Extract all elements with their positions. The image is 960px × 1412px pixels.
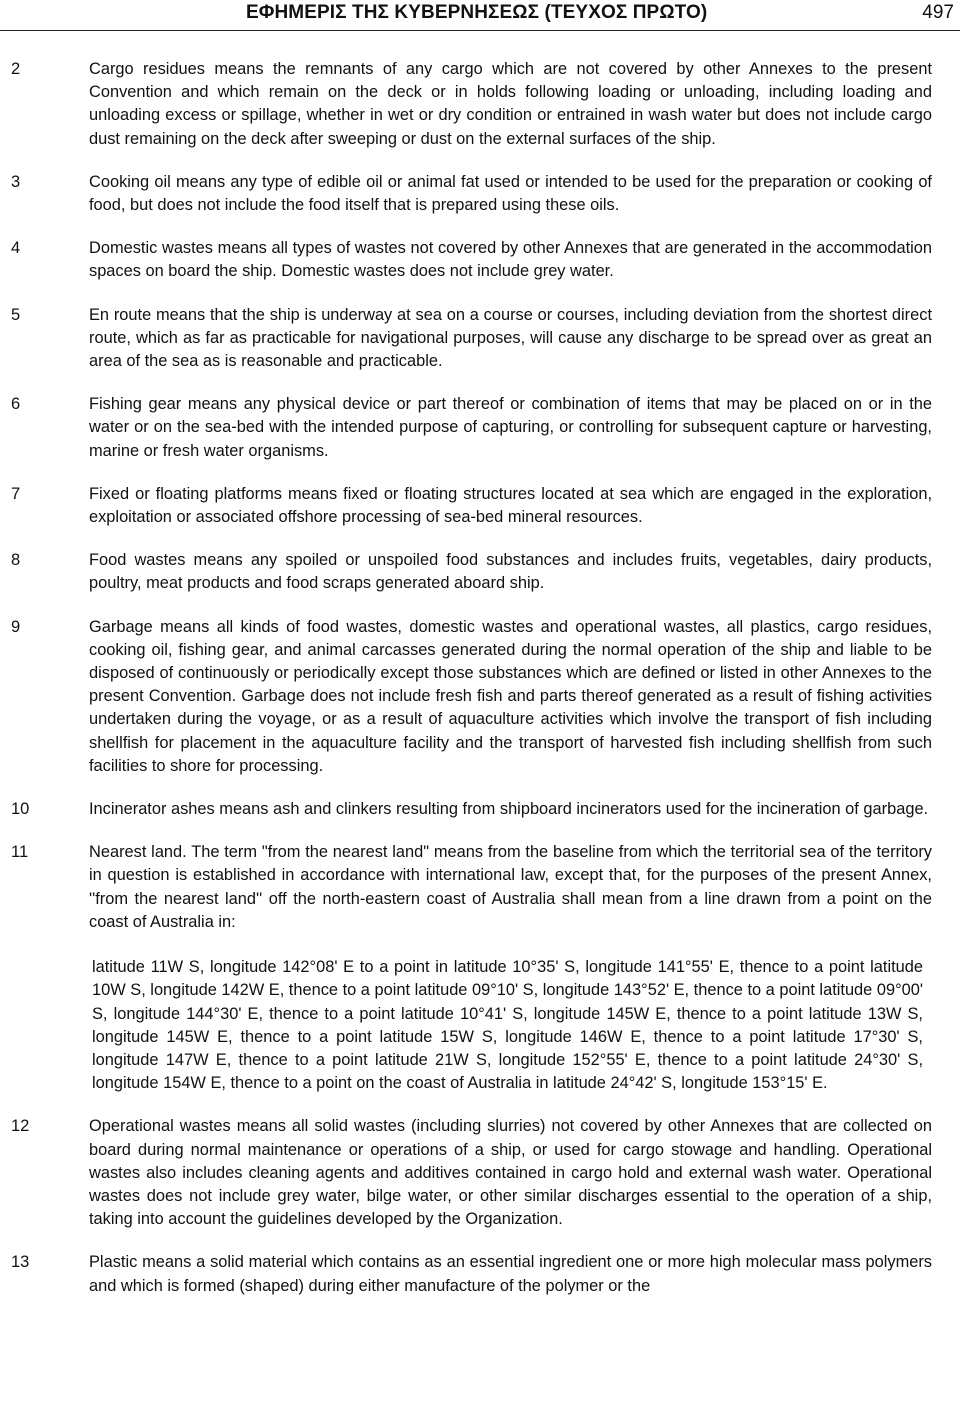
item-text: Food wastes means any spoiled or unspoiled food substances and includes fruits, vegetables, dairy products, poultry, meat products and food scraps generated aboard ship. xyxy=(89,551,932,593)
definition-item-13 xyxy=(0,1251,960,1297)
definition-item-4 xyxy=(0,237,960,283)
definition-item-9 xyxy=(0,616,960,778)
item-number: 8 xyxy=(11,551,21,570)
definition-item-5 xyxy=(0,304,960,374)
item-text: Plastic means a solid material which contains as an essential ingredient one or more high molecular mass polymers and which is formed (shaped) during either manufacture of the polymer or the xyxy=(89,1253,932,1295)
definition-item-6 xyxy=(0,393,960,463)
definition-item-7 xyxy=(0,483,960,529)
definition-item-11 xyxy=(0,841,960,1095)
document-body xyxy=(0,58,960,1318)
item-number: 3 xyxy=(11,172,21,191)
item-number: 13 xyxy=(11,1253,30,1272)
item-number: 12 xyxy=(11,1117,30,1136)
item-text: Operational wastes means all solid wastes (including slurries) not covered by other Annexes that are collected on board during normal maintenance or operations of a ship, or used for cargo stowage and handling. Operational wastes also includes cleaning agents and additives contained in cargo hold and external wash water. Operational wastes does not include grey water, bilge water, or other similar discharges essential to the operation of a ship, taking into account the guidelines developed by the Organization. xyxy=(89,1117,932,1229)
item-number: 7 xyxy=(11,484,21,503)
item-text: Fishing gear means any physical device or part thereof or combination of items that may be placed on or in the water or on the sea-bed with the intended purpose of capturing, or controlling for subsequent capture or harvesting, marine or fresh water organisms. xyxy=(89,395,932,460)
item-number: 5 xyxy=(11,305,21,324)
item-text: Incinerator ashes means ash and clinkers resulting from shipboard incinerators used for the incineration of garbage. xyxy=(89,800,929,819)
definition-item-2 xyxy=(0,58,960,151)
page-header xyxy=(0,0,960,31)
item-text: Cooking oil means any type of edible oil or animal fat used or intended to be used for the preparation or cooking of food, but does not include the food itself that is prepared using these oils. xyxy=(89,172,932,215)
item-text: En route means that the ship is underway at sea on a course or courses, including deviation from the shortest direct route, which as far as practicable for navigational purposes, will cause any discharge to be spread over as great an area of the sea as is reasonable and practicable. xyxy=(89,305,932,371)
coordinates-subparagraph: latitude 11W S, longitude 142°08' E to a point in latitude 10°35' S, longitude 141°55' E, thence to a point latitude 10W S, longitude 142W E, thence to a point latitude 09°10' S, longitude 143°52' E, thence to a point latitude 09°00' S, longitude 144°30' E, thence to a point latitude 10°41' S, longitude 145W E, thence to a point latitude 13W S, longitude 145W E, thence to a point latitude 15W S, longitude 146W E, thence to a point latitude 17°30' S, longitude 147W E, thence to a point latitude 21W S, longitude 152°55' E, thence to a point latitude 24°30' S, longitude 154W E, thence to a point on the coast of Australia in latitude 24°42' S, longitude 153°15' E. xyxy=(92,958,923,1093)
item-number: 11 xyxy=(11,843,29,862)
definition-item-10 xyxy=(0,798,960,821)
item-text: Fixed or floating platforms means fixed or floating structures located at sea which are engaged in the exploration, exploitation or associated offshore processing of sea-bed mineral resources. xyxy=(89,484,932,527)
item-number: 4 xyxy=(11,239,21,258)
item-number: 10 xyxy=(11,800,30,819)
item-text: Domestic wastes means all types of wastes not covered by other Annexes that are generated in the accommodation spaces on board the ship. Domestic wastes does not include grey water. xyxy=(89,239,932,281)
definition-item-12 xyxy=(0,1115,960,1231)
definition-item-8 xyxy=(0,549,960,595)
page-number: 497 xyxy=(922,2,954,23)
definition-item-3 xyxy=(0,171,960,217)
item-number: 9 xyxy=(11,617,21,636)
item-text: Cargo residues means the remnants of any cargo which are not covered by other Annexes to the present Convention and which remain on the deck or in holds following loading or unloading, including loading and unloading excess or spillage, whether in wet or dry condition or entrained in wash water but does not include cargo dust remaining on the deck after sweeping or dust on the external surfaces of the ship. xyxy=(89,60,932,148)
item-text: Nearest land. The term "from the nearest land" means from the baseline from which the territorial sea of the territory in question is established in accordance with international law, except that, for the purposes of the present Annex, ''from the nearest land'' off the north-eastern coast of Australia shall mean from a line drawn from a point on the coast of Australia in: xyxy=(89,843,932,931)
item-number: 2 xyxy=(11,60,21,78)
header-title: ΕΦΗΜΕΡΙΣ ΤΗΣ ΚΥΒΕΡΝΗΣΕΩΣ (ΤΕΥΧΟΣ ΠΡΩΤΟ) xyxy=(246,2,708,23)
item-text: Garbage means all kinds of food wastes, domestic wastes and operational wastes, all plastics, cargo residues, cooking oil, fishing gear, and animal carcasses generated during the normal operation of the ship and liable to be disposed of continuously or periodically except those substances which are defined or listed in other Annexes to the present Convention. Garbage does not include fresh fish and parts thereof generated as a result of fishing activities undertaken during the voyage, or as a result of aquaculture activities which involve the transport of fish including shellfish for placement in the aquaculture facility and the transport of harvested fish including shellfish from such facilities to shore for processing. xyxy=(89,617,932,775)
item-number: 6 xyxy=(11,395,21,414)
